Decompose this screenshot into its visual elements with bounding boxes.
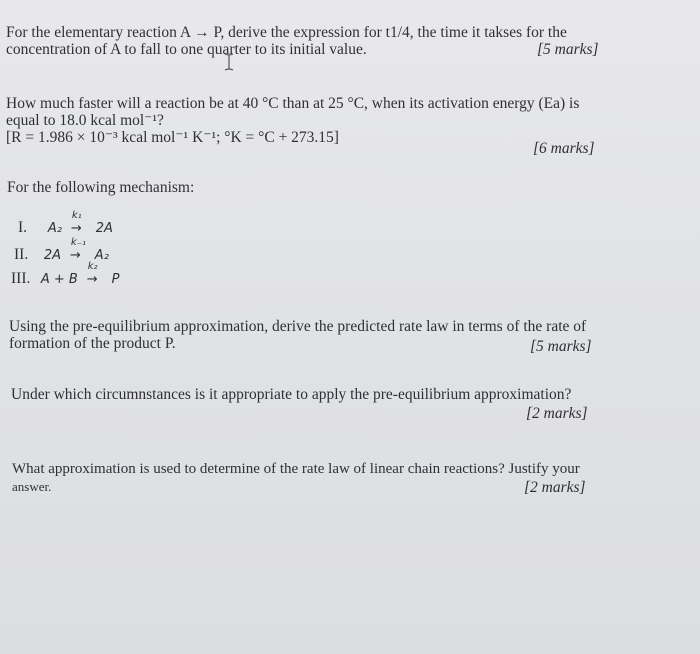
question-5 [12,461,580,495]
reaction-arrow-icon: k₂ → [86,261,98,288]
question-3-marks: [5 marks] [530,338,592,355]
question-4 [11,386,571,403]
question-4-line-1: Under which circumnstances is it appropriate to apply the pre-equilibrium approximation? [11,386,572,403]
question-3-line-2: formation of the product P. [9,335,176,352]
step-product: 2A [95,221,113,236]
step-reactant: A₂ [47,221,62,236]
question-2-line-2: equal to 18.0 kcal mol⁻¹? [6,112,164,129]
reaction-arrow-icon: k₋₁ → [69,237,86,264]
question-4-marks: [2 marks] [526,405,588,422]
step-product: A₂ [94,248,109,263]
text-cursor-icon [222,53,236,71]
step-reactant: 2A [43,248,62,263]
question-5-marks: [2 marks] [524,479,586,496]
question-1-line-2: concentration of A to fall to one quarter to its initial value. [6,41,367,58]
mechanism-step-3 [11,261,120,288]
rate-constant: k₂ [87,261,98,273]
rate-constant: k₁ [71,210,82,222]
question-3-intro [7,179,194,196]
reaction-arrow-icon: k₁ → [70,210,82,237]
question-3-line-1: Using the pre-equilibrium approximation, derive the predicted rate law in terms of the rate of [9,318,587,335]
question-2-line-1: How much faster will a reaction be at 40 °C than at 25 °C, when its activation energy (Ea) is [6,95,580,112]
rate-constant: k₋₁ [70,237,86,249]
question-1 [6,24,567,58]
step-product: P [111,272,120,287]
step-number: I. [18,219,28,236]
question-2 [6,95,579,146]
step-number: II. [14,246,29,263]
question-3-intro-text: For the following mechanism: [7,179,195,196]
question-5-line-1: What approximation is used to determine of the rate law of linear chain reactions? Justify your [12,461,580,477]
step-reactant: A + B [40,272,78,287]
question-5-line-2: answer. [12,479,52,494]
question-1-line-1: For the elementary reaction A → P, derive the expression for t1/4, the time it takses for the [6,24,567,41]
question-2-line-3: [R = 1.986 × 10⁻³ kcal mol⁻¹ K⁻¹; °K = °C + 273.15] [6,129,339,146]
mechanism-step-1 [18,210,113,237]
step-number: III. [11,270,31,287]
question-3 [9,318,586,352]
question-2-marks: [6 marks] [533,140,595,157]
question-1-marks: [5 marks] [537,41,599,58]
